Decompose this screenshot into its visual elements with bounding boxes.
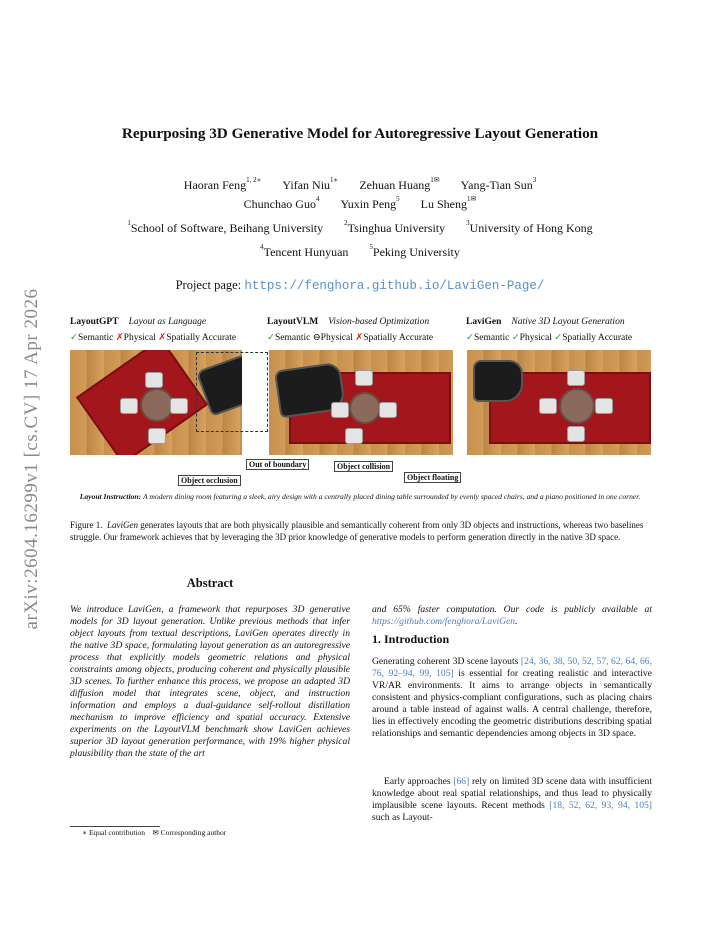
project-link[interactable]: https://fenghora.github.io/LaviGen-Page/ <box>244 279 545 293</box>
scene-image-layoutvlm <box>269 350 453 455</box>
author: Yang-Tian Sun$^3$ <box>460 176 537 192</box>
intro-paragraph-2: Early approaches [66] rely on limited 3D scene data with insufficient knowledge about real spatial relationships, and thus lead to physically implausible scene layouts. Recent methods [18, 52, 62, 93, 94, 105] such as Layout- <box>372 776 652 823</box>
code-link[interactable]: https://github.com/fenghora/LaviGen <box>372 616 516 627</box>
abstract-continuation: and 65% faster computation. Our code is publicly available at https://github.com/fenghora/LaviGen. <box>372 604 652 627</box>
boundary-box <box>196 352 268 432</box>
panel-header-layoutgpt: LayoutGPT Layout as Language <box>70 317 207 327</box>
citation[interactable]: [66] <box>453 776 470 787</box>
arxiv-side-banner: arXiv:2604.16299v1 [cs.CV] 17 Apr 2026 <box>21 288 42 630</box>
annotation-object-floating: Object floating <box>404 472 461 483</box>
author: Yuxin Peng$^5$ <box>340 195 400 211</box>
affiliation: $^2$Tsinghua University <box>344 219 446 235</box>
scene-image-lavigen <box>467 350 651 455</box>
author: Zehuan Huang$^{1✉}$ <box>359 176 440 192</box>
annotation-object-collision: Object collision <box>334 461 393 472</box>
authors-line-1 <box>0 178 720 193</box>
affiliation: $^4$Tencent Hunyuan <box>260 243 349 259</box>
annotation-out-of-boundary: Out of boundary <box>246 459 309 470</box>
affiliation: $^1$School of Software, Beihang University <box>127 219 324 235</box>
intro-paragraph-1: Generating coherent 3D scene layouts [24, 36, 38, 50, 52, 57, 62, 64, 66, 76, 92–94, 99, 105] is essential for creating realistic and interactive VR/AR environments. It aims to arrange objects in semantically consistent and physics-compliant configurations, such as placing chairs around a table instead of against walls. A central challenge, therefore, lies in effectively encoding the geometric distributions describing spatial relationships and semantic dependencies among objects in 3D space. <box>372 656 653 739</box>
citations[interactable]: [18, 52, 62, 93, 94, 105] <box>549 800 652 811</box>
author: Chunchao Guo$^4$ <box>243 195 320 211</box>
figure-caption: Figure 1. LaviGen generates layouts that are both physically plausible and semantically coherent from only 3D objects and instructions, whereas two baselines struggle. Our framework achieves that by leveraging the 3D prior knowledge of generative models to perform generation directly in the native 3D space. <box>70 520 644 542</box>
project-label: Project page: <box>175 278 242 292</box>
panel-header-lavigen: LaviGen Native 3D Layout Generation <box>466 317 625 327</box>
paper-title: Repurposing 3D Generative Model for Autoregressive Layout Generation <box>121 125 599 142</box>
abstract-heading: Abstract <box>186 576 234 590</box>
panel-checks-layoutvlm: ✓Semantic ⊖Physical ✗Spatially Accurate <box>267 333 434 343</box>
authors-line-2 <box>0 197 720 212</box>
author: Haoran Feng$^{1, 2∗}$ <box>183 176 262 192</box>
panel-checks-layoutgpt: ✓Semantic ✗Physical ✗Spatially Accurate <box>70 333 237 343</box>
affiliation: $^5$Peking University <box>369 243 460 259</box>
section-introduction-heading: 1. Introduction <box>372 632 450 646</box>
footnote-rule <box>70 826 160 827</box>
annotation-object-occlusion: Object occlusion <box>178 475 241 486</box>
panel-checks-lavigen: ✓Semantic ✓Physical ✓Spatially Accurate <box>466 333 633 343</box>
author: Yifan Niu$^{1∗}$ <box>282 176 339 192</box>
layout-instruction: Layout Instruction: A modern dining room featuring a sleek, airy design with a centrally placed dining table surrounded by evenly spaced chairs, and a piano positioned in one corner. <box>79 492 641 501</box>
affiliations-line-1 <box>0 221 720 236</box>
citations[interactable]: [24, 36, 38, 50, 52, 57, 62, 64, 66, 76, 92–94, 99, 105] <box>372 656 653 679</box>
affiliations-line-2 <box>0 245 720 260</box>
panel-header-layoutvlm: LayoutVLM Vision-based Optimization <box>267 317 430 327</box>
abstract-body: We introduce LaviGen, a framework that repurposes 3D generative models for 3D layout generation. Unlike previous methods that infer object layouts from textual descriptions, LaviGen operates directly in the native 3D space, formulating layout generation as an autoregressive process that explicitly models geometric relations and physical constraints among objects, producing coherent and physically plausible 3D scenes. To further enhance this process, we propose an adapted 3D diffusion model that integrates scene, object, and instruction information and employs a dual-guidance self-rollout distillation mechanism to improve efficiency and spatial accuracy. Extensive experiments on the LayoutVLM benchmark show LaviGen achieves superior 3D layout generation performance, with 19% higher physical plausibility than the state of the art <box>70 604 350 759</box>
affiliation: $^3$University of Hong Kong <box>466 219 593 235</box>
project-page <box>0 278 720 293</box>
author: Lu Sheng$^{1✉}$ <box>420 195 477 211</box>
footnotes: ∗ Equal contribution ✉ Corresponding author <box>82 828 227 837</box>
